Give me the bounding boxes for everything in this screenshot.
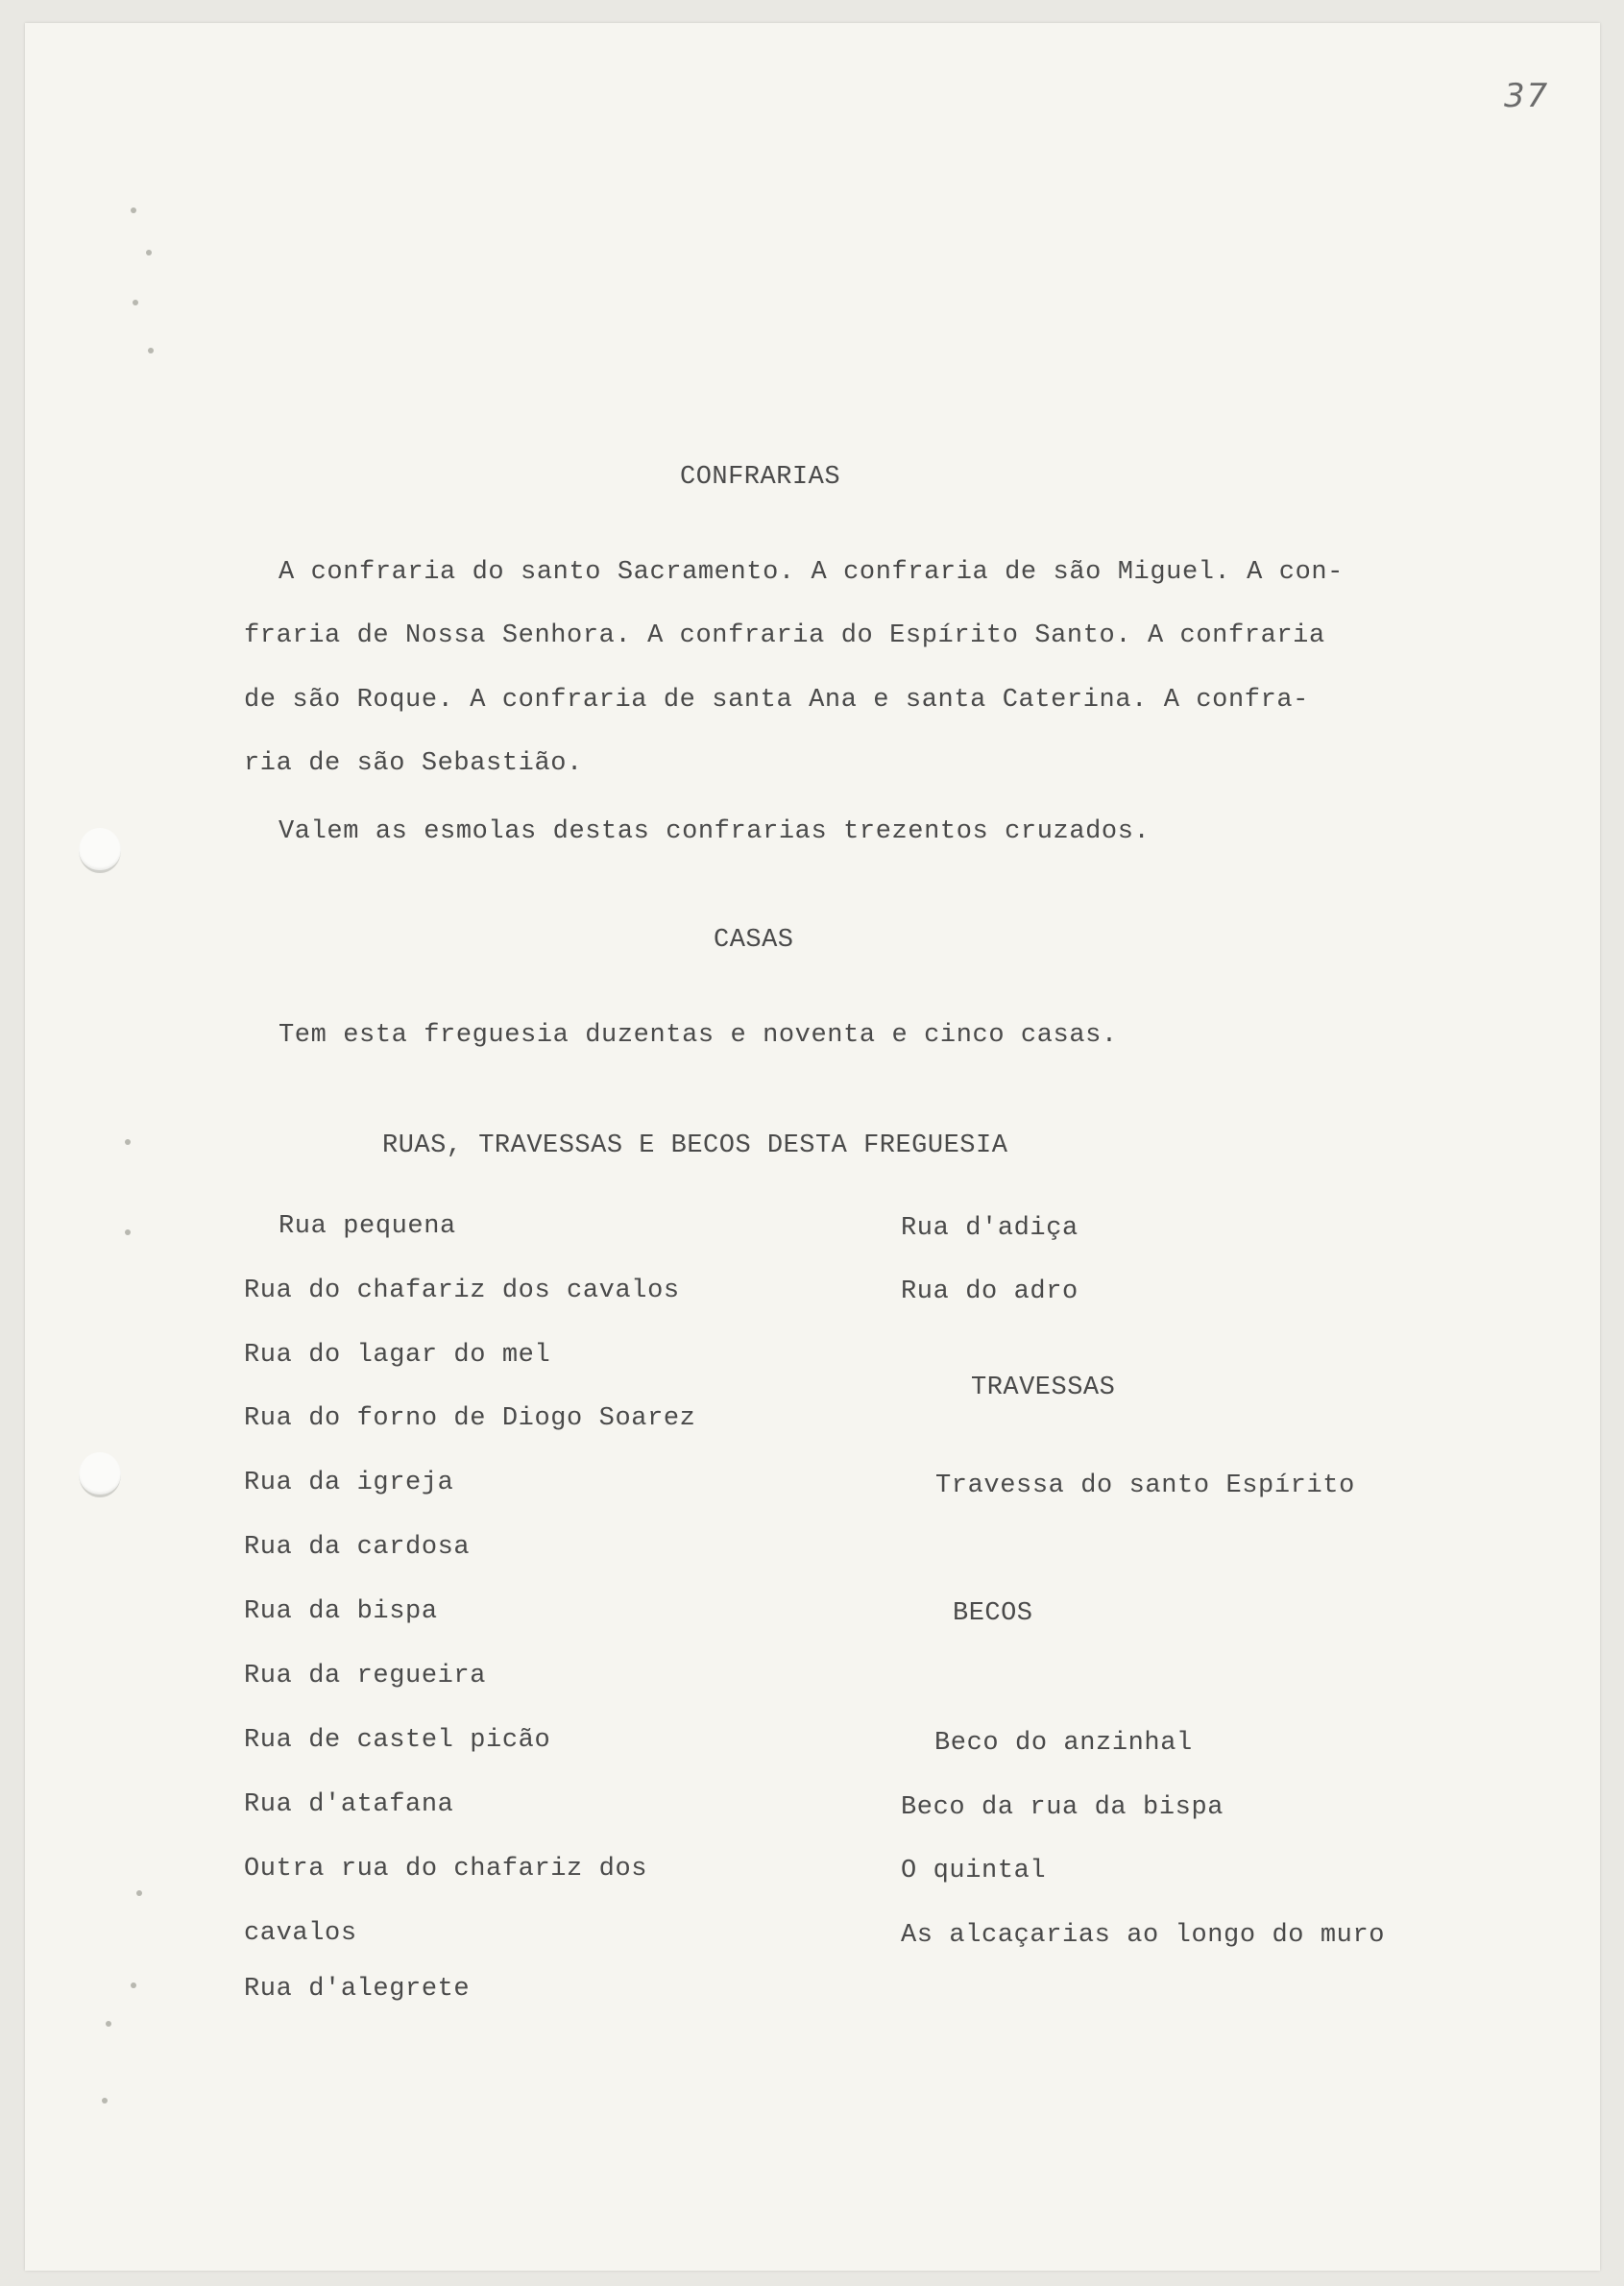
paper-speck: [131, 207, 136, 213]
rua-item: Rua da igreja: [244, 1469, 454, 1497]
punch-hole-bottom: [79, 1452, 121, 1497]
beco-item: As alcaçarias ao longo do muro: [901, 1921, 1386, 1950]
rua-item: Rua d'alegrete: [244, 1975, 471, 2004]
rua-item: Rua d'adiça: [901, 1214, 1079, 1243]
esmolas-line: Valem as esmolas destas confrarias trezentos cruzados.: [279, 817, 1151, 846]
rua-item: Rua d'atafana: [244, 1790, 454, 1819]
paper-speck: [131, 1982, 136, 1988]
rua-item: Rua de castel picão: [244, 1726, 551, 1755]
paper-speck: [125, 1229, 131, 1235]
paper-speck: [148, 348, 154, 353]
rua-item: cavalos: [244, 1919, 357, 1948]
rua-item: Rua do forno de Diogo Soarez: [244, 1404, 696, 1433]
ruas-heading: RUAS, TRAVESSAS E BECOS DESTA FREGUESIA: [382, 1131, 1008, 1160]
confrarias-line: de são Roque. A confraria de santa Ana e santa Caterina. A confra-: [244, 686, 1309, 715]
paper-speck: [106, 2021, 111, 2027]
travessas-heading: TRAVESSAS: [971, 1374, 1116, 1402]
travessa-item: Travessa do santo Espírito: [935, 1471, 1355, 1500]
punch-hole-top: [79, 828, 121, 873]
rua-item: Rua da regueira: [244, 1662, 487, 1690]
confrarias-line: A confraria do santo Sacramento. A confraria de são Miguel. A con-: [279, 558, 1344, 587]
becos-heading: BECOS: [953, 1599, 1033, 1628]
rua-item: Rua do adro: [901, 1277, 1079, 1306]
beco-item: Beco da rua da bispa: [901, 1793, 1224, 1822]
page-number: 37: [1504, 77, 1550, 115]
paper-speck: [125, 1139, 131, 1145]
confrarias-line: fraria de Nossa Senhora. A confraria do Espírito Santo. A confraria: [244, 621, 1325, 650]
rua-item: Rua da cardosa: [244, 1533, 471, 1562]
rua-item: Rua do lagar do mel: [244, 1341, 551, 1370]
casas-line: Tem esta freguesia duzentas e noventa e cinco casas.: [279, 1021, 1118, 1050]
document-page: [25, 23, 1600, 2271]
paper-speck: [136, 1890, 142, 1896]
casas-heading: CASAS: [714, 926, 794, 955]
confrarias-heading: CONFRARIAS: [680, 463, 841, 492]
beco-item: Beco do anzinhal: [934, 1729, 1193, 1758]
paper-speck: [146, 250, 152, 255]
paper-speck: [133, 300, 138, 305]
rua-item: Rua pequena: [279, 1212, 456, 1241]
beco-item: O quintal: [901, 1857, 1047, 1885]
paper-speck: [102, 2098, 108, 2104]
rua-item: Rua da bispa: [244, 1597, 438, 1626]
rua-item: Outra rua do chafariz dos: [244, 1855, 648, 1884]
rua-item: Rua do chafariz dos cavalos: [244, 1277, 680, 1305]
confrarias-line: ria de são Sebastião.: [244, 749, 583, 778]
